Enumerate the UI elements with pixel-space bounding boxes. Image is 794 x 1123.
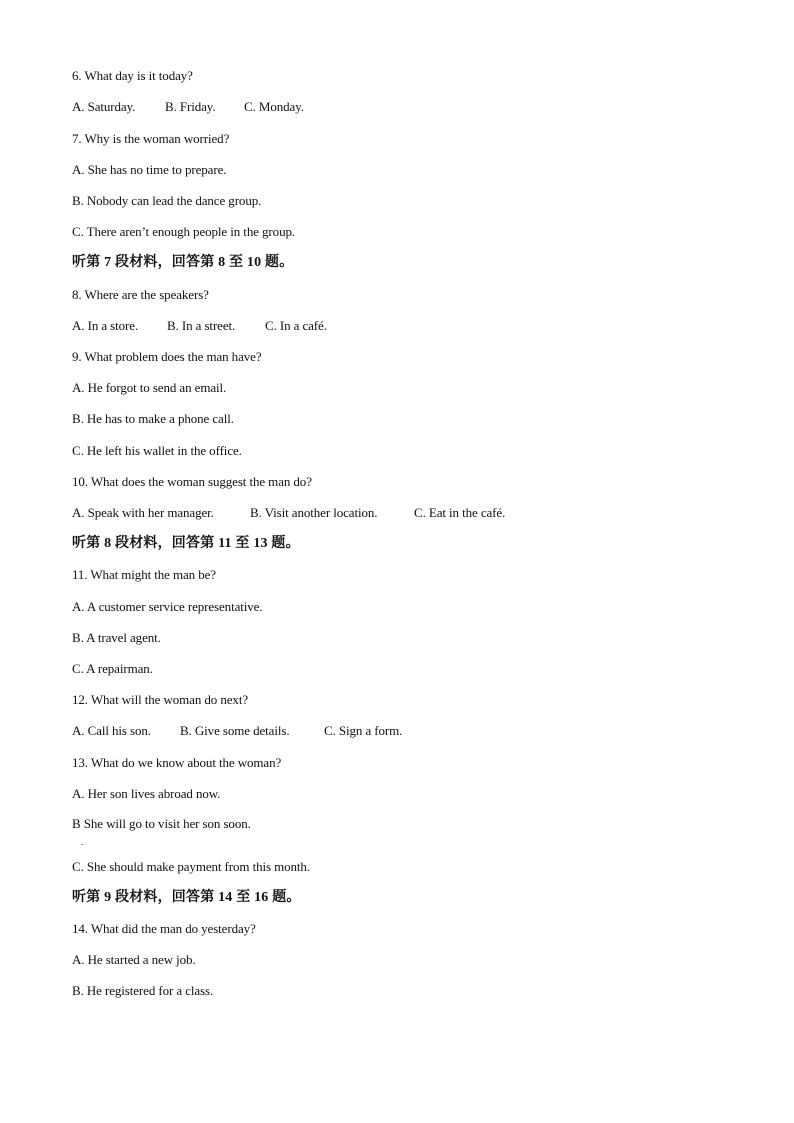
- stray-mark: .: [81, 837, 84, 847]
- question-13-option-a: A. Her son lives abroad now.: [72, 786, 221, 801]
- question-7-option-a: A. She has no time to prepare.: [72, 162, 227, 177]
- question-13: 13. What do we know about the woman?: [72, 755, 282, 770]
- question-7-option-b: B. Nobody can lead the dance group.: [72, 193, 262, 208]
- question-9-option-a: A. He forgot to send an email.: [72, 380, 227, 395]
- question-11-option-a: A. A customer service representative.: [72, 599, 263, 614]
- option: B. Friday.: [165, 99, 216, 114]
- option: C. Eat in the café.: [414, 505, 506, 520]
- option: C. In a café.: [265, 318, 327, 333]
- question-12-options: [72, 723, 402, 739]
- question-14-option-a: A. He started a new job.: [72, 952, 196, 967]
- option: C. Monday.: [244, 99, 304, 114]
- question-7: 7. Why is the woman worried?: [72, 131, 230, 146]
- question-6-options: [72, 99, 304, 115]
- question-8: 8. Where are the speakers?: [72, 287, 209, 302]
- question-11: 11. What might the man be?: [72, 567, 216, 582]
- question-7-option-c: C. There aren’t enough people in the group.: [72, 224, 296, 239]
- section-heading-7: 听第 7 段材料，回答第 8 至 10 题。: [72, 255, 294, 270]
- question-10: 10. What does the woman suggest the man do?: [72, 474, 312, 489]
- question-12: 12. What will the woman do next?: [72, 692, 248, 707]
- question-9-option-c: C. He left his wallet in the office.: [72, 443, 242, 458]
- option: A. In a store.: [72, 318, 139, 333]
- question-9: 9. What problem does the man have?: [72, 349, 262, 364]
- question-13-option-b: B She will go to visit her son soon.: [72, 816, 251, 831]
- section-heading-8: 听第 8 段材料，回答第 11 至 13 题。: [72, 536, 300, 551]
- question-10-options: [72, 505, 505, 521]
- section-heading-9: 听第 9 段材料，回答第 14 至 16 题。: [72, 890, 301, 905]
- question-8-options: [72, 318, 327, 334]
- question-6: 6. What day is it today?: [72, 68, 193, 83]
- option: A. Saturday.: [72, 99, 136, 114]
- option: A. Speak with her manager.: [72, 505, 214, 520]
- question-13-option-c: C. She should make payment from this month.: [72, 859, 310, 874]
- option: B. Visit another location.: [250, 505, 378, 520]
- option: A. Call his son.: [72, 723, 151, 738]
- question-14: 14. What did the man do yesterday?: [72, 921, 256, 936]
- option: B. In a street.: [167, 318, 236, 333]
- question-11-option-b: B. A travel agent.: [72, 630, 161, 645]
- option: B. Give some details.: [180, 723, 290, 738]
- question-14-option-b: B. He registered for a class.: [72, 983, 214, 998]
- option: C. Sign a form.: [324, 723, 403, 738]
- question-9-option-b: B. He has to make a phone call.: [72, 411, 234, 426]
- question-11-option-c: C. A repairman.: [72, 661, 153, 676]
